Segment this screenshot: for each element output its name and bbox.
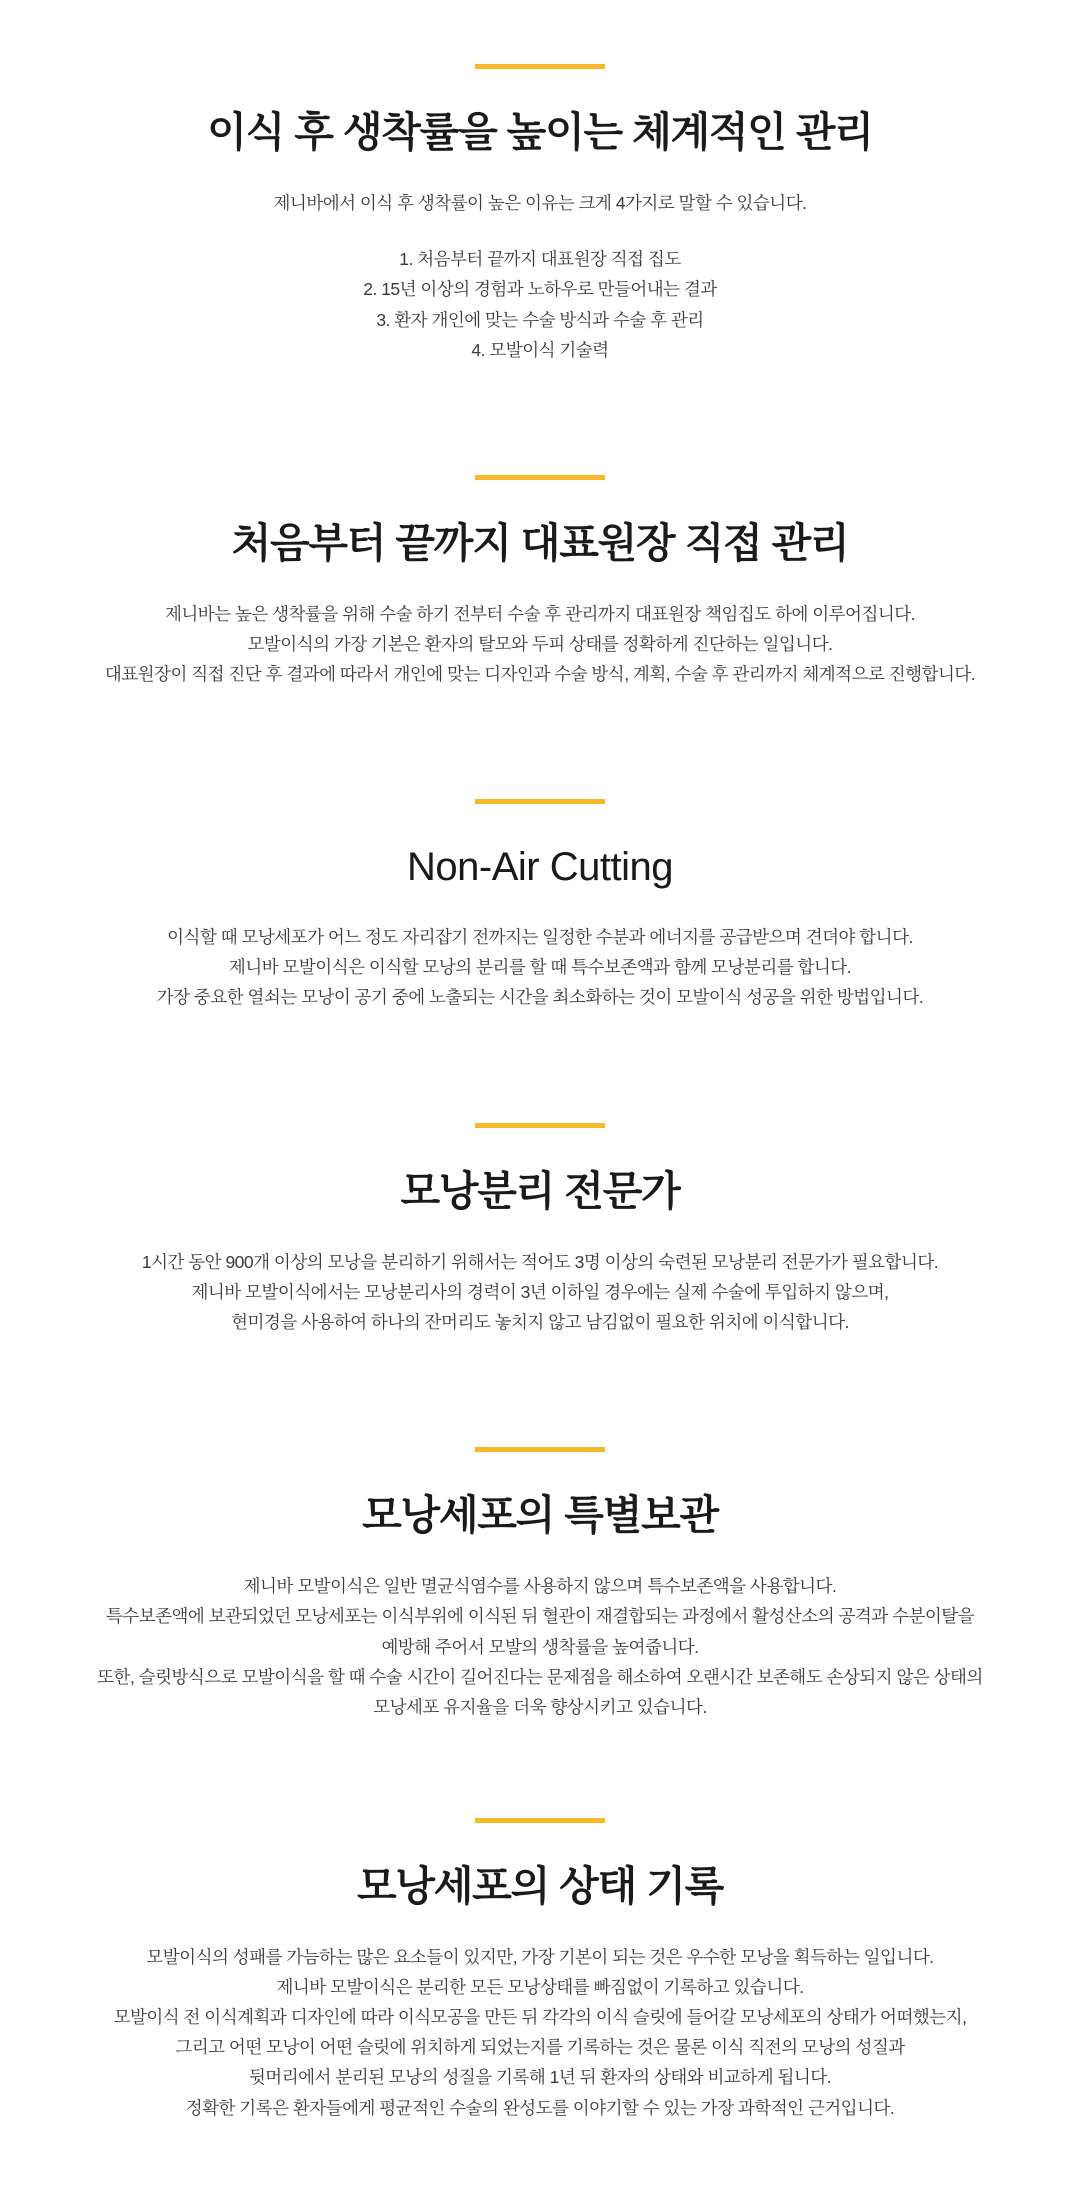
section-body — [40, 922, 1040, 1012]
section-title: 처음부터 끝까지 대표원장 직접 관리 — [231, 519, 849, 566]
paragraph: 그리고 어떤 모낭이 어떤 슬릿에 위치하게 되었는지를 기록하는 것은 물론 이식 직전의 모낭의 성질과 — [175, 2037, 905, 2058]
section-gap — [0, 689, 1080, 799]
section-intro — [0, 64, 1080, 365]
section-gap — [0, 1722, 1080, 1818]
accent-divider — [475, 799, 605, 804]
accent-divider — [475, 475, 605, 480]
accent-divider — [475, 1123, 605, 1128]
section-body — [40, 1571, 1040, 1721]
section-body — [40, 1942, 1040, 2123]
paragraph: 제니바 모발이식은 분리한 모든 모낭상태를 빠짐없이 기록하고 있습니다. — [276, 1977, 804, 1998]
paragraph: 제니바는 높은 생착률을 위해 수술 하기 전부터 수술 후 관리까지 대표원장 책임집도 하에 이루어집니다. — [164, 603, 916, 624]
section-non-air-cutting — [0, 799, 1080, 1012]
paragraph: 모낭세포 유지율을 더욱 향상시키고 있습니다. — [373, 1696, 707, 1717]
section-gap — [0, 1337, 1080, 1447]
section-list — [40, 244, 1040, 364]
section-gap — [0, 365, 1080, 475]
list-item: 1. 처음부터 끝까지 대표원장 직접 집도 — [399, 249, 681, 270]
section-body — [40, 1247, 1040, 1337]
paragraph: 모발이식의 성패를 가늠하는 많은 요소들이 있지만, 가장 기본이 되는 것은 우수한 모낭을 획득하는 일입니다. — [146, 1947, 934, 1968]
section-title: Non-Air Cutting — [407, 845, 673, 890]
bottom-space — [0, 2123, 1080, 2193]
section-director-care — [0, 475, 1080, 690]
paragraph: 제니바 모발이식은 일반 멸균식염수를 사용하지 않으며 특수보존액을 사용합니다. — [243, 1576, 837, 1597]
paragraph: 특수보존액에 보관되었던 모낭세포는 이식부위에 이식된 뒤 혈관이 재결합되는 과정에서 활성산소의 공격과 수분이탈을 — [105, 1606, 975, 1627]
paragraph: 모발이식의 가장 기본은 환자의 탈모와 두피 상태를 정확하게 진단하는 일입니다. — [247, 634, 833, 655]
section-gap — [0, 1013, 1080, 1123]
paragraph: 제니바 모발이식은 이식할 모낭의 분리를 할 때 특수보존액과 함께 모낭분리를 합니다. — [228, 957, 852, 978]
list-item: 4. 모발이식 기술력 — [471, 339, 609, 360]
section-lead — [40, 188, 1040, 218]
section-title: 모낭세포의 상태 기록 — [356, 1862, 724, 1909]
paragraph: 정확한 기록은 환자들에게 평균적인 수술의 완성도를 이야기할 수 있는 가장 과학적인 근거입니다. — [185, 2097, 895, 2118]
section-follicle-separation-expert — [0, 1123, 1080, 1338]
section-title: 모낭분리 전문가 — [400, 1167, 680, 1214]
paragraph: 1시간 동안 900개 이상의 모낭을 분리하기 위해서는 적어도 3명 이상의 숙련된 모낭분리 전문가가 필요합니다. — [141, 1251, 939, 1272]
section-special-storage — [0, 1447, 1080, 1722]
section-condition-record — [0, 1818, 1080, 2123]
paragraph: 현미경을 사용하여 하나의 잔머리도 놓치지 않고 남김없이 필요한 위치에 이식합니다. — [231, 1311, 849, 1332]
section-body — [40, 599, 1040, 689]
paragraph: 대표원장이 직접 진단 후 결과에 따라서 개인에 맞는 디자인과 수술 방식, 계획, 수술 후 관리까지 체계적으로 진행합니다. — [104, 664, 976, 685]
accent-divider — [475, 1818, 605, 1823]
paragraph: 예방해 주어서 모발의 생착률을 높여줍니다. — [381, 1636, 699, 1657]
list-item: 2. 15년 이상의 경험과 노하우로 만들어내는 결과 — [363, 279, 717, 300]
list-item: 3. 환자 개인에 맞는 수술 방식과 수술 후 관리 — [376, 309, 704, 330]
accent-divider — [475, 64, 605, 69]
section-title: 모낭세포의 특별보관 — [362, 1492, 718, 1539]
paragraph: 또한, 슬릿방식으로 모발이식을 할 때 수술 시간이 길어진다는 문제점을 해소하여 오랜시간 보존해도 손상되지 않은 상태의 — [97, 1666, 983, 1687]
paragraph: 모발이식 전 이식계획과 디자인에 따라 이식모공을 만든 뒤 각각의 이식 슬릿에 들어갈 모낭세포의 상태가 어떠했는지, — [113, 2007, 967, 2028]
paragraph: 뒷머리에서 분리된 모낭의 성질을 기록해 1년 뒤 환자의 상태와 비교하게 됩니다. — [248, 2067, 832, 2088]
paragraph: 제니바 모발이식에서는 모낭분리사의 경력이 3년 이하일 경우에는 실제 수술에 투입하지 않으며, — [191, 1281, 889, 1302]
paragraph: 가장 중요한 열쇠는 모낭이 공기 중에 노출되는 시간을 최소화하는 것이 모발이식 성공을 위한 방법입니다. — [156, 987, 924, 1008]
paragraph: 제니바에서 이식 후 생착률이 높은 이유는 크게 4가지로 말할 수 있습니다. — [273, 193, 807, 214]
accent-divider — [475, 1447, 605, 1452]
paragraph: 이식할 때 모낭세포가 어느 정도 자리잡기 전까지는 일정한 수분과 에너지를 공급받으며 견뎌야 합니다. — [167, 927, 913, 948]
section-title: 이식 후 생착률을 높이는 체계적인 관리 — [207, 109, 873, 155]
